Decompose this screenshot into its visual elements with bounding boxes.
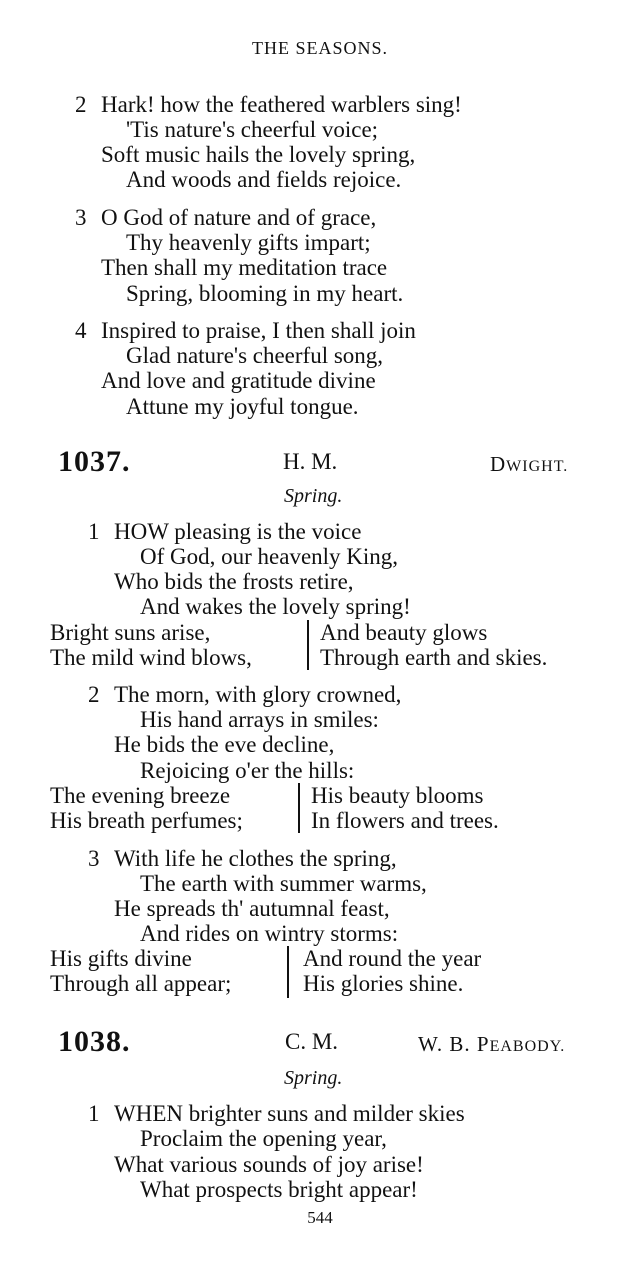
stanza-line: 2 Hark! how the feathered warblers sing! — [75, 92, 462, 117]
hymn-number: 1037. — [58, 445, 131, 478]
split-line-right: And round the year — [303, 946, 482, 971]
stanza-line: The earth with summer warms, — [140, 871, 427, 896]
column-divider — [287, 946, 289, 998]
stanza-line: 4 Inspired to praise, I then shall join — [75, 318, 416, 343]
stanza-number: 3 — [75, 205, 87, 230]
page-number: 544 — [307, 1208, 333, 1227]
stanza-line: What various sounds of joy arise! — [114, 1152, 424, 1177]
column-divider — [298, 783, 300, 833]
split-line-right: And beauty glows — [320, 620, 488, 645]
stanza-line: Then shall my meditation trace — [101, 255, 388, 280]
split-line-right: Through earth and skies. — [320, 645, 548, 670]
split-line-left: The mild wind blows, — [50, 645, 252, 670]
stanza-line: He spreads th' autumnal feast, — [114, 896, 390, 921]
hymn-meter: H. M. — [283, 449, 338, 474]
hymn-author: W. B. PEABODY. — [418, 1032, 566, 1056]
stanza-line: And woods and fields rejoice. — [126, 167, 402, 192]
split-line-left: His gifts divine — [50, 946, 192, 971]
stanza-number: 1 — [88, 1101, 100, 1126]
split-line-right: In flowers and trees. — [311, 808, 499, 833]
split-line-left: His breath perfumes; — [50, 808, 243, 833]
stanza-line: Glad nature's cheerful song, — [126, 343, 384, 368]
stanza-number: 4 — [75, 318, 87, 343]
stanza-line: Proclaim the opening year, — [140, 1126, 387, 1151]
hymn-subject: Spring. — [284, 485, 343, 507]
stanza-line: 1 WHEN brighter suns and milder skies — [88, 1101, 465, 1126]
hymn-author: DWIGHT. — [490, 452, 569, 476]
stanza-line: Spring, blooming in my heart. — [126, 281, 404, 306]
stanza-line: 1 HOW pleasing is the voice — [88, 519, 362, 544]
stanza-line: His hand arrays in smiles: — [140, 707, 379, 732]
stanza-number: 1 — [88, 519, 100, 544]
running-head: THE SEASONS. — [251, 38, 388, 58]
stanza-line: What prospects bright appear! — [140, 1177, 418, 1202]
stanza-line: He bids the eve decline, — [114, 732, 335, 757]
stanza-number: 2 — [75, 92, 87, 117]
stanza-line: And rides on wintry storms: — [140, 921, 399, 946]
stanza-line: And wakes the lovely spring! — [140, 594, 411, 619]
stanza-number: 2 — [88, 682, 100, 707]
stanza-line: 3 With life he clothes the spring, — [88, 846, 397, 871]
stanza-line: Soft music hails the lovely spring, — [101, 142, 416, 167]
split-line-right: His glories shine. — [303, 971, 464, 996]
stanza-line: Attune my joyful tongue. — [126, 394, 359, 419]
hymn-meter: C. M. — [285, 1029, 339, 1054]
split-line-left: Through all appear; — [50, 971, 232, 996]
stanza-line: And love and gratitude divine — [101, 368, 376, 393]
split-line-left: The evening breeze — [50, 783, 231, 808]
stanza-line: Thy heavenly gifts impart; — [126, 230, 371, 255]
column-divider — [307, 620, 309, 670]
split-line-right: His beauty blooms — [311, 783, 484, 808]
stanza-line: 3 O God of nature and of grace, — [75, 205, 377, 230]
stanza-line: Of God, our heavenly King, — [140, 544, 399, 569]
stanza-number: 3 — [88, 846, 100, 871]
stanza-line: 'Tis nature's cheerful voice; — [126, 117, 379, 142]
hymn-number: 1038. — [58, 1025, 131, 1058]
stanza-line: Rejoicing o'er the hills: — [140, 758, 355, 783]
stanza-line: 2 The morn, with glory crowned, — [88, 682, 402, 707]
hymn-subject: Spring. — [284, 1067, 343, 1089]
split-line-left: Bright suns arise, — [50, 620, 211, 645]
stanza-line: Who bids the frosts retire, — [114, 569, 354, 594]
